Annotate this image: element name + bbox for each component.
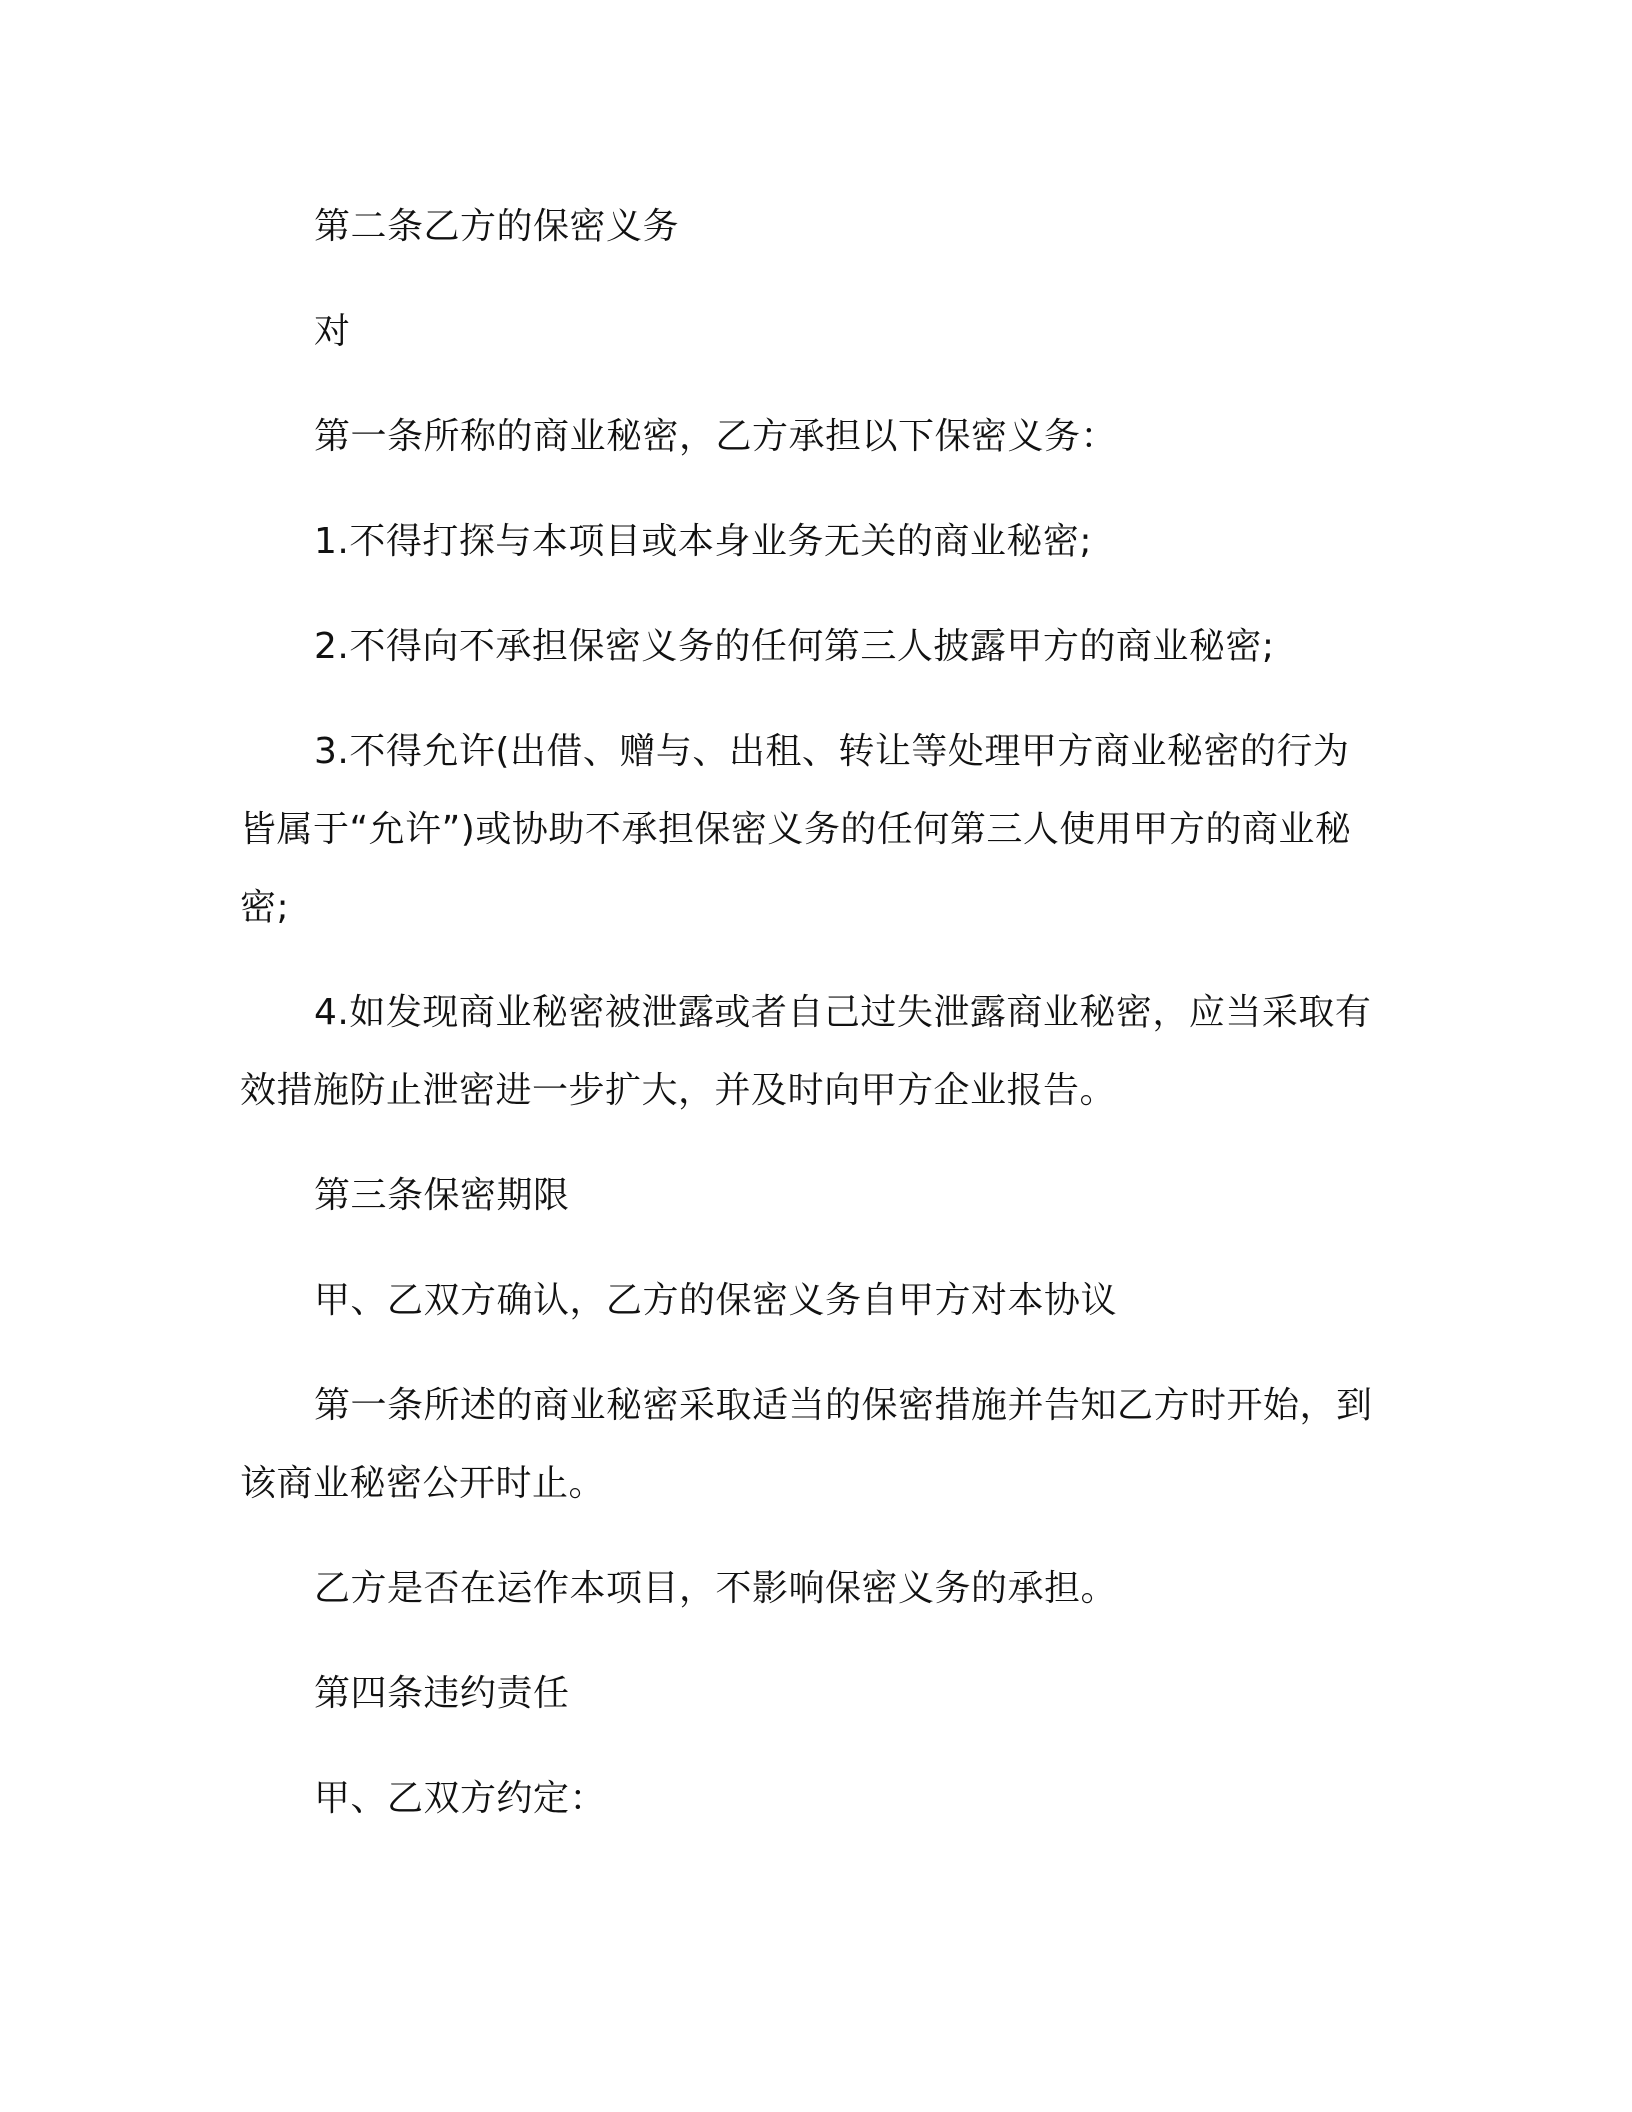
confidentiality-term-paragraph-1: 甲、乙双方确认，乙方的保密义务自甲方对本协议 [314,1280,1118,1321]
article-3-heading: 第三条保密期限 [314,1175,570,1216]
obligation-item-2: 2.不得向不承担保密义务的任何第三人披露甲方的商业秘密; [314,626,1275,667]
document-body [240,188,1376,1838]
obligation-item-1: 1.不得打探与本项目或本身业务无关的商业秘密; [314,521,1092,562]
paragraph-fragment: 对 [314,311,351,352]
obligation-item-3: 3.不得允许(出借、赠与、出租、转让等处理甲方商业秘密的行为皆属于“允许”)或协助不承担保密义务的任何第三人使用甲方的商业秘密; [240,731,1352,928]
liability-intro: 甲、乙双方约定： [314,1778,607,1819]
confidentiality-term-paragraph-3: 乙方是否在运作本项目，不影响保密义务的承担。 [314,1568,1118,1609]
obligation-item-4: 4.如发现商业秘密被泄露或者自己过失泄露商业秘密，应当采取有效措施防止泄密进一步扩大，并及时向甲方企业报告。 [240,992,1372,1111]
paragraph-obligations-intro: 第一条所称的商业秘密，乙方承担以下保密义务： [314,416,1118,457]
article-4-heading: 第四条违约责任 [314,1673,570,1714]
confidentiality-term-paragraph-2: 第一条所述的商业秘密采取适当的保密措施并告知乙方时开始，到该商业秘密公开时止。 [240,1385,1373,1504]
article-2-heading: 第二条乙方的保密义务 [314,206,680,247]
